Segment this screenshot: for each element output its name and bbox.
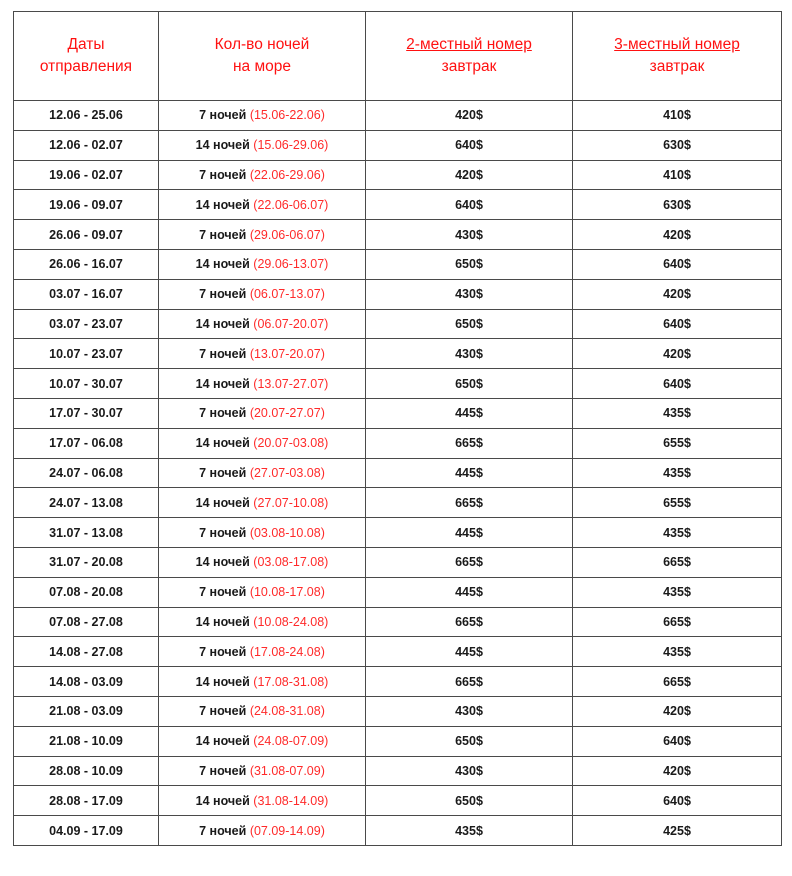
table-row — [14, 756, 782, 786]
header-departure-line1: Даты — [67, 36, 105, 53]
cell-nights — [159, 458, 366, 488]
cell-nights — [159, 637, 366, 667]
sea-dates-range: (27.07-03.08) — [249, 465, 325, 480]
table-row — [14, 607, 782, 637]
nights-count: 14 ночей — [195, 257, 250, 272]
cell-triple-price: 420$ — [573, 279, 782, 309]
cell-double-price: 650$ — [366, 369, 573, 399]
cell-nights — [159, 369, 366, 399]
header-triple-room — [573, 12, 782, 101]
sea-dates-range: (10.08-24.08) — [253, 614, 329, 629]
table-row — [14, 428, 782, 458]
sea-dates-range: (03.08-10.08) — [249, 525, 325, 540]
sea-dates-range: (17.08-24.08) — [249, 644, 325, 659]
nights-count: 14 ночей — [195, 436, 250, 451]
table-row — [14, 518, 782, 548]
cell-dates: 24.07 - 06.08 — [14, 458, 159, 488]
table-row — [14, 249, 782, 279]
cell-double-price: 650$ — [366, 309, 573, 339]
nights-count: 7 ночей — [199, 465, 247, 480]
nights-count: 7 ночей — [199, 823, 247, 838]
nights-count: 7 ночей — [199, 227, 247, 242]
cell-triple-price: 640$ — [573, 249, 782, 279]
cell-dates: 31.07 - 20.08 — [14, 547, 159, 577]
header-nights-line1: Кол-во ночей — [214, 36, 310, 53]
cell-double-price: 665$ — [366, 547, 573, 577]
header-departure-line2: отправления — [39, 58, 133, 75]
nights-count: 14 ночей — [195, 495, 250, 510]
table-row — [14, 398, 782, 428]
cell-triple-price: 435$ — [573, 637, 782, 667]
table-row — [14, 130, 782, 160]
nights-count: 14 ночей — [195, 555, 250, 570]
cell-double-price: 430$ — [366, 756, 573, 786]
cell-double-price: 665$ — [366, 607, 573, 637]
sea-dates-range: (31.08-07.09) — [249, 763, 325, 778]
cell-dates: 26.06 - 09.07 — [14, 220, 159, 250]
sea-dates-range: (06.07-20.07) — [253, 316, 329, 331]
cell-triple-price: 640$ — [573, 726, 782, 756]
table-row — [14, 101, 782, 131]
header-triple-room-line2: завтрак — [649, 58, 705, 75]
cell-dates: 24.07 - 13.08 — [14, 488, 159, 518]
cell-triple-price: 425$ — [573, 816, 782, 846]
cell-triple-price: 630$ — [573, 190, 782, 220]
cell-triple-price: 665$ — [573, 667, 782, 697]
cell-nights — [159, 726, 366, 756]
nights-count: 14 ночей — [195, 197, 250, 212]
cell-dates: 19.06 - 09.07 — [14, 190, 159, 220]
triple-room-link[interactable]: 3-местный номер — [614, 36, 740, 53]
cell-double-price: 640$ — [366, 190, 573, 220]
cell-nights — [159, 279, 366, 309]
cell-double-price: 430$ — [366, 696, 573, 726]
header-double-room — [366, 12, 573, 101]
cell-triple-price: 435$ — [573, 518, 782, 548]
sea-dates-range: (07.09-14.09) — [249, 823, 325, 838]
double-room-link[interactable]: 2-местный номер — [406, 36, 532, 53]
nights-count: 14 ночей — [195, 734, 250, 749]
cell-dates: 28.08 - 10.09 — [14, 756, 159, 786]
cell-triple-price: 655$ — [573, 428, 782, 458]
header-departure-dates — [14, 12, 159, 101]
cell-triple-price: 420$ — [573, 696, 782, 726]
table-row — [14, 726, 782, 756]
header-nights — [159, 12, 366, 101]
cell-triple-price: 420$ — [573, 339, 782, 369]
cell-dates: 21.08 - 03.09 — [14, 696, 159, 726]
cell-dates: 03.07 - 23.07 — [14, 309, 159, 339]
cell-dates: 07.08 - 20.08 — [14, 577, 159, 607]
cell-nights — [159, 816, 366, 846]
cell-triple-price: 665$ — [573, 607, 782, 637]
header-double-room-line2: завтрак — [441, 58, 497, 75]
cell-triple-price: 435$ — [573, 398, 782, 428]
nights-count: 14 ночей — [195, 674, 250, 689]
cell-dates: 19.06 - 02.07 — [14, 160, 159, 190]
cell-nights — [159, 220, 366, 250]
sea-dates-range: (15.06-29.06) — [253, 138, 329, 153]
table-row — [14, 577, 782, 607]
table-row — [14, 160, 782, 190]
cell-nights — [159, 309, 366, 339]
nights-count: 7 ночей — [199, 644, 247, 659]
nights-count: 7 ночей — [199, 287, 247, 302]
cell-triple-price: 435$ — [573, 458, 782, 488]
nights-count: 14 ночей — [195, 614, 250, 629]
cell-double-price: 445$ — [366, 458, 573, 488]
cell-triple-price: 410$ — [573, 160, 782, 190]
cell-nights — [159, 160, 366, 190]
cell-triple-price: 640$ — [573, 786, 782, 816]
sea-dates-range: (17.08-31.08) — [253, 674, 329, 689]
table-row — [14, 190, 782, 220]
cell-triple-price: 420$ — [573, 756, 782, 786]
table-row — [14, 547, 782, 577]
table-body — [14, 101, 782, 846]
table-row — [14, 786, 782, 816]
cell-triple-price: 665$ — [573, 547, 782, 577]
table-header — [14, 12, 782, 101]
cell-dates: 07.08 - 27.08 — [14, 607, 159, 637]
nights-count: 7 ночей — [199, 763, 247, 778]
cell-triple-price: 640$ — [573, 369, 782, 399]
table-row — [14, 696, 782, 726]
sea-dates-range: (24.08-07.09) — [253, 734, 329, 749]
nights-count: 14 ночей — [195, 316, 250, 331]
sea-dates-range: (29.06-13.07) — [253, 257, 329, 272]
cell-nights — [159, 518, 366, 548]
cell-triple-price: 420$ — [573, 220, 782, 250]
cell-triple-price: 640$ — [573, 309, 782, 339]
nights-count: 7 ночей — [199, 108, 247, 123]
nights-count: 7 ночей — [199, 406, 247, 421]
sea-dates-range: (13.07-20.07) — [249, 346, 325, 361]
cell-nights — [159, 398, 366, 428]
cell-nights — [159, 607, 366, 637]
header-row — [14, 12, 782, 101]
cell-dates: 28.08 - 17.09 — [14, 786, 159, 816]
cell-triple-price: 655$ — [573, 488, 782, 518]
cell-nights — [159, 786, 366, 816]
cell-double-price: 430$ — [366, 220, 573, 250]
sea-dates-range: (20.07-03.08) — [253, 436, 329, 451]
cell-nights — [159, 249, 366, 279]
table-row — [14, 637, 782, 667]
cell-dates: 17.07 - 30.07 — [14, 398, 159, 428]
cell-nights — [159, 547, 366, 577]
sea-dates-range: (15.06-22.06) — [249, 108, 325, 123]
cell-double-price: 665$ — [366, 488, 573, 518]
header-nights-line2: на море — [232, 58, 291, 75]
price-table — [13, 11, 782, 846]
cell-double-price: 445$ — [366, 518, 573, 548]
cell-nights — [159, 667, 366, 697]
cell-dates: 21.08 - 10.09 — [14, 726, 159, 756]
table-row — [14, 816, 782, 846]
cell-nights — [159, 488, 366, 518]
cell-double-price: 640$ — [366, 130, 573, 160]
cell-double-price: 435$ — [366, 816, 573, 846]
cell-nights — [159, 696, 366, 726]
cell-double-price: 430$ — [366, 279, 573, 309]
cell-dates: 31.07 - 13.08 — [14, 518, 159, 548]
cell-double-price: 665$ — [366, 667, 573, 697]
sea-dates-range: (20.07-27.07) — [249, 406, 325, 421]
cell-dates: 12.06 - 02.07 — [14, 130, 159, 160]
table-row — [14, 488, 782, 518]
cell-triple-price: 410$ — [573, 101, 782, 131]
cell-nights — [159, 756, 366, 786]
cell-double-price: 430$ — [366, 339, 573, 369]
sea-dates-range: (24.08-31.08) — [249, 704, 325, 719]
table-row — [14, 667, 782, 697]
cell-double-price: 650$ — [366, 786, 573, 816]
cell-double-price: 650$ — [366, 726, 573, 756]
sea-dates-range: (31.08-14.09) — [253, 793, 329, 808]
cell-triple-price: 630$ — [573, 130, 782, 160]
cell-double-price: 445$ — [366, 577, 573, 607]
cell-nights — [159, 190, 366, 220]
cell-dates: 14.08 - 27.08 — [14, 637, 159, 667]
cell-double-price: 665$ — [366, 428, 573, 458]
sea-dates-range: (13.07-27.07) — [253, 376, 329, 391]
nights-count: 14 ночей — [195, 376, 250, 391]
nights-count: 14 ночей — [195, 138, 250, 153]
cell-double-price: 445$ — [366, 398, 573, 428]
sea-dates-range: (29.06-06.07) — [249, 227, 325, 242]
cell-double-price: 420$ — [366, 160, 573, 190]
table-row — [14, 458, 782, 488]
sea-dates-range: (27.07-10.08) — [253, 495, 329, 510]
cell-nights — [159, 428, 366, 458]
cell-nights — [159, 130, 366, 160]
cell-nights — [159, 339, 366, 369]
cell-nights — [159, 101, 366, 131]
nights-count: 7 ночей — [199, 704, 247, 719]
cell-double-price: 650$ — [366, 249, 573, 279]
table-row — [14, 220, 782, 250]
cell-double-price: 445$ — [366, 637, 573, 667]
nights-count: 7 ночей — [199, 346, 247, 361]
sea-dates-range: (22.06-29.06) — [249, 167, 325, 182]
cell-dates: 12.06 - 25.06 — [14, 101, 159, 131]
sea-dates-range: (06.07-13.07) — [249, 287, 325, 302]
nights-count: 14 ночей — [195, 793, 250, 808]
table-row — [14, 339, 782, 369]
cell-nights — [159, 577, 366, 607]
sea-dates-range: (10.08-17.08) — [249, 585, 325, 600]
cell-dates: 26.06 - 16.07 — [14, 249, 159, 279]
cell-dates: 10.07 - 30.07 — [14, 369, 159, 399]
table-row — [14, 369, 782, 399]
cell-dates: 10.07 - 23.07 — [14, 339, 159, 369]
sea-dates-range: (03.08-17.08) — [253, 555, 329, 570]
cell-dates: 14.08 - 03.09 — [14, 667, 159, 697]
nights-count: 7 ночей — [199, 525, 247, 540]
table-row — [14, 309, 782, 339]
table-row — [14, 279, 782, 309]
nights-count: 7 ночей — [199, 167, 247, 182]
cell-dates: 17.07 - 06.08 — [14, 428, 159, 458]
cell-double-price: 420$ — [366, 101, 573, 131]
sea-dates-range: (22.06-06.07) — [253, 197, 329, 212]
cell-dates: 04.09 - 17.09 — [14, 816, 159, 846]
nights-count: 7 ночей — [199, 585, 247, 600]
cell-triple-price: 435$ — [573, 577, 782, 607]
cell-dates: 03.07 - 16.07 — [14, 279, 159, 309]
